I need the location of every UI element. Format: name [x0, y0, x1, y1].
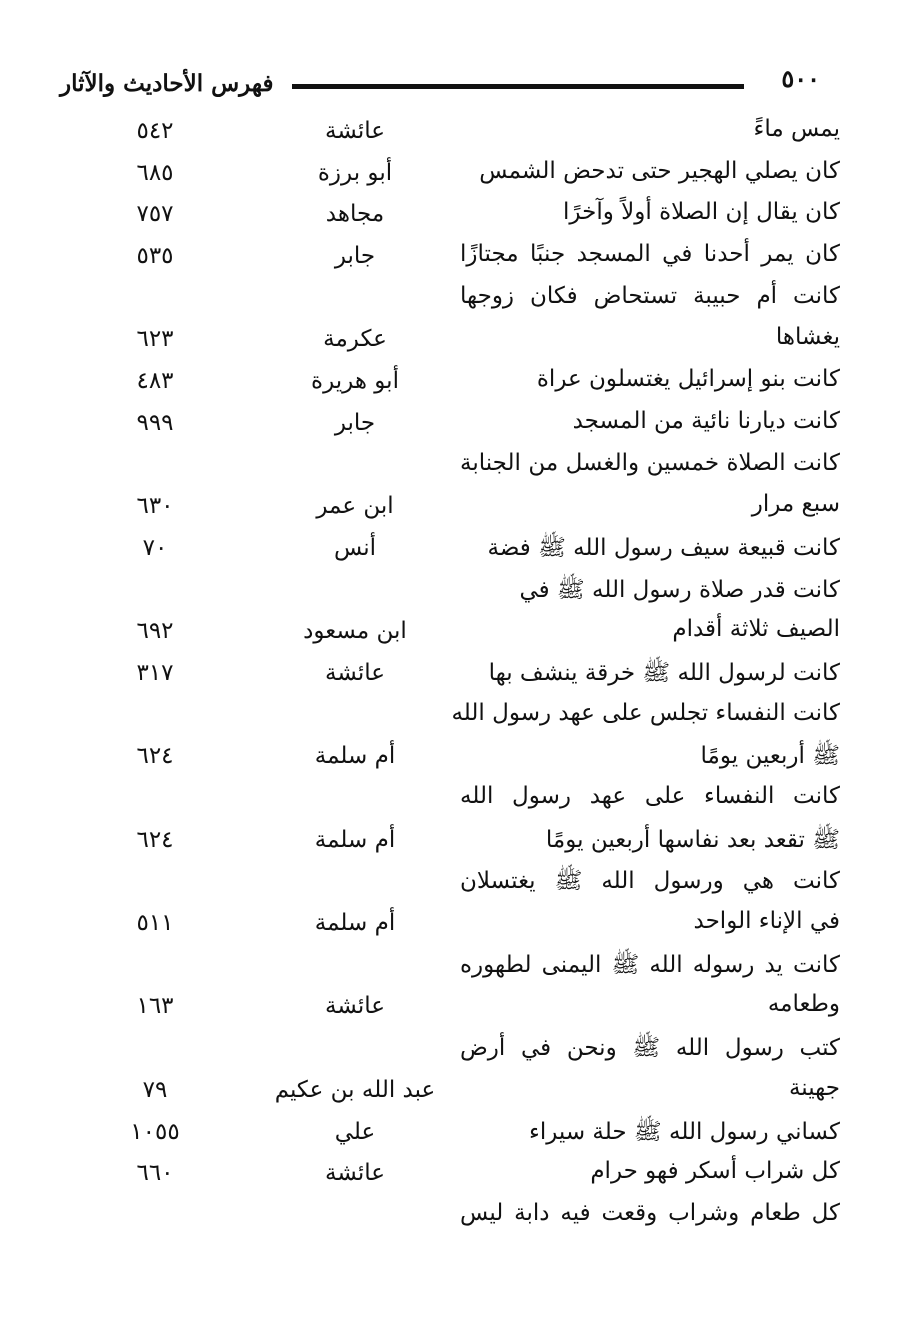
hadith-text: كانت الصلاة خمسين والغسل من الجنابة [460, 449, 840, 476]
narrator: عكرمة [323, 326, 387, 353]
index-table [80, 112, 840, 1238]
hadith-text: كساني رسول الله ﷺ حلة سيراء [529, 1118, 840, 1145]
index-row [80, 529, 840, 571]
narrator: مجاهد [325, 201, 385, 228]
hadith-text: كل شراب أسكر فهو حرام [590, 1158, 840, 1185]
page-ref: ٥٤٢ [136, 118, 174, 144]
hadith-text: كل طعام وشراب وقعت فيه دابة ليس [460, 1199, 840, 1226]
narrator: عائشة [325, 659, 385, 686]
page-ref: ٧٠ [142, 534, 168, 561]
index-row [80, 946, 840, 988]
index-row [80, 612, 840, 654]
hadith-text: كانت لرسول الله ﷺ خرقة ينشف بها [488, 659, 840, 686]
page-ref: ٧٥٧ [136, 201, 174, 228]
hadith-text: كانت النفساء تجلس على عهد رسول الله [451, 699, 840, 726]
index-row [80, 279, 840, 321]
index-row [80, 1196, 840, 1238]
hadith-text: كانت بنو إسرائيل يغتسلون عراة [536, 366, 840, 393]
narrator: عائشة [325, 993, 385, 1020]
narrator: أبو هريرة [311, 368, 399, 395]
narrator: علي [334, 1118, 376, 1145]
index-row [80, 154, 840, 196]
narrator: عائشة [325, 118, 385, 144]
page-ref: ٥١١ [136, 910, 174, 937]
hadith-text: كانت ديارنا نائية من المسجد [572, 407, 840, 434]
running-title: فهرس الأحاديث والآثار [60, 70, 274, 97]
narrator: عائشة [325, 1160, 385, 1187]
hadith-text: في الإناء الواحد [693, 908, 840, 935]
index-row [80, 571, 840, 613]
index-row [80, 987, 840, 1029]
hadith-text: كان يصلي الهجير حتى تدحض الشمس [479, 157, 840, 184]
index-row [80, 237, 840, 279]
page-ref: ٧٩ [142, 1076, 168, 1103]
hadith-text: ﷺ أربعين يومًا [700, 743, 840, 770]
page-ref: ٩٩٩ [136, 409, 174, 436]
hadith-text: كانت يد رسوله الله ﷺ اليمنى لطهوره [460, 951, 840, 978]
narrator: جابر [334, 409, 376, 436]
hadith-text: سبع مرار [751, 491, 840, 518]
page-ref: ٥٣٥ [136, 243, 174, 270]
hadith-text: كان يمر أحدنا في المسجد جنبًا مجتازًا [460, 241, 840, 268]
page-ref: ٦٨٥ [136, 159, 174, 186]
index-row [80, 904, 840, 946]
narrator: ابن مسعود [303, 618, 407, 645]
hadith-text: كانت قدر صلاة رسول الله ﷺ في [519, 576, 840, 603]
hadith-text: كانت قبيعة سيف رسول الله ﷺ فضة [487, 534, 840, 561]
page-ref: ٦٦٠ [136, 1160, 174, 1187]
hadith-text: كان يقال إن الصلاة أولاً وآخرًا [563, 199, 840, 226]
page-ref: ٣١٧ [136, 659, 174, 686]
page-ref: ١٦٣ [136, 993, 174, 1020]
narrator: أم سلمة [314, 743, 396, 770]
hadith-text: يغشاها [775, 324, 840, 351]
narrator: عبد الله بن عكيم [274, 1076, 436, 1103]
hadith-text: جهينة [788, 1074, 840, 1101]
index-row [80, 862, 840, 904]
index-row [80, 487, 840, 529]
hadith-text: كانت أم حبيبة تستحاض فكان زوجها [460, 282, 840, 309]
narrator: أنس [333, 534, 377, 561]
index-row [80, 112, 840, 154]
narrator: أم سلمة [314, 910, 396, 937]
page-ref: ٦٣٠ [136, 493, 174, 520]
hadith-text: وطعامه [767, 991, 840, 1018]
index-row [80, 737, 840, 779]
index-row [80, 1113, 840, 1155]
index-row [80, 195, 840, 237]
header-rule [292, 84, 744, 89]
index-row [80, 1071, 840, 1113]
page-number: ٥٠٠ [781, 64, 820, 93]
page-ref: ٦٢٤ [136, 826, 174, 853]
hadith-text: كتب رسول الله ﷺ ونحن في أرض [460, 1035, 840, 1062]
index-row [80, 1154, 840, 1196]
narrator: أبو برزة [317, 159, 393, 186]
index-row [80, 696, 840, 738]
page-ref: ٤٨٣ [136, 368, 174, 395]
hadith-text: يمس ماءً [753, 116, 840, 142]
index-row [80, 821, 840, 863]
page-ref: ٦٩٢ [136, 618, 174, 645]
narrator: ابن عمر [316, 493, 394, 520]
index-row [80, 1029, 840, 1071]
index-row [80, 446, 840, 488]
page-ref: ٦٢٣ [136, 326, 174, 353]
index-row [80, 320, 840, 362]
index-row [80, 654, 840, 696]
hadith-text: كانت النفساء على عهد رسول الله [460, 783, 840, 809]
index-row [80, 362, 840, 404]
page-ref: ١٠٥٥ [130, 1118, 180, 1145]
narrator: أم سلمة [314, 826, 396, 853]
page-ref: ٦٢٤ [136, 743, 174, 770]
hadith-text: كانت هي ورسول الله ﷺ يغتسلان [460, 868, 840, 895]
hadith-text: ﷺ تقعد بعد نفاسها أربعين يومًا [545, 826, 840, 853]
hadith-text: الصيف ثلاثة أقدام [672, 616, 840, 643]
index-row [80, 779, 840, 821]
narrator: جابر [334, 243, 376, 270]
index-row [80, 404, 840, 446]
page-header [60, 62, 840, 106]
